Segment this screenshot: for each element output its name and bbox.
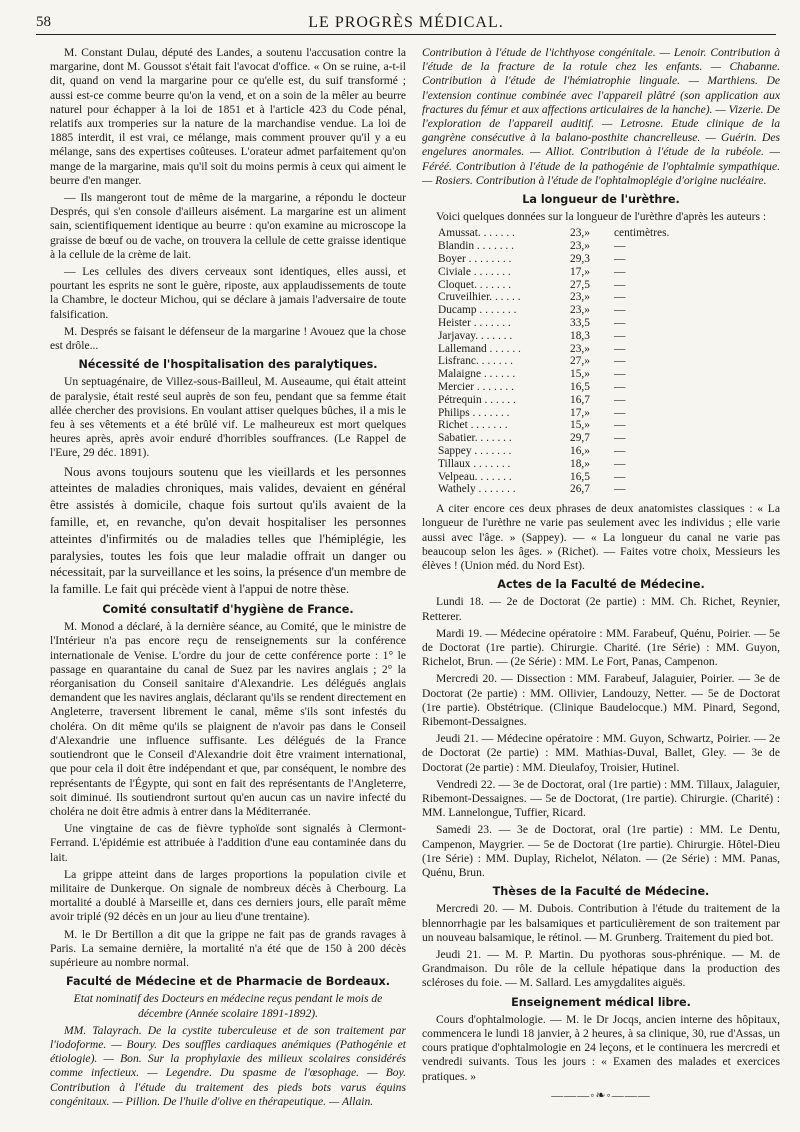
length-value: 17,» <box>570 406 590 419</box>
length-unit: — <box>614 278 626 291</box>
paragraph: Contribution à l'étude de l'ichthyose congénitale. — Lenoir. Contribution à l'étude de la fracture de la rotule chez les enfants. — Chabanne. Contribution à l'étude de l'hémiatrophie linguale. — Marthiens. De l'extension continue combinée avec l'appareil plâtré (son application aux fractures du fémur et aux affections articulaires de la hanche). — Vizerie. De l'exploration de l'appareil auditif. — Letrosne. Etude clinique de la gangrène consécutive à la balano-posthite chancrelleuse. — Guérin. Des engelures anormales. — Alliot. Contribution à l'étude de la rubéole. — Féréé. Contribution à l'étude de la pathogénie de l'ophtalmie sympathique. — Rosiers. Contribution à l'étude de l'ophtalmoplégie d'origine nucléaire. <box>422 46 780 187</box>
author-name: Tillaux . . . . . . . <box>438 457 511 470</box>
length-unit: — <box>614 240 626 253</box>
exam-entry: Lundi 18. — 2e de Doctorat (2e partie) : MM. Ch. Richet, Reynier, Retterer. <box>422 595 780 623</box>
length-row <box>438 291 669 304</box>
length-row <box>438 240 669 253</box>
length-value: 16,5 <box>570 381 590 393</box>
paragraph: M. Monod a déclaré, à la dernière séance, au Comité, que le ministre de l'Intérieur n'a pas encore reçu de renseignements sur la conférence internationale de Venise. L'ordre du jour de cette conférence porte : 1° le passage en quarantaine du canal de Suez par les navires anglais ; 2° la réorganisation du Conseil sanitaire d'Alexandrie. Les délégués anglais demandent que les navires anglais, déclarant qu'ils se rendent directement en Angleterre, traversent librement le canal, même s'ils sont infestés du choléra. On dit même qu'ils se plaignent de n'avoir pas dans le Conseil d'Alexandrie une influence suffisante. Les délégués de la France soutiendront que le Conseil d'Alexandrie doit être vraiment international, que pour cela il doit être indépendant et que, par conséquent, le nombre des représentants de l'Égypte, qui sont en fait des représentants de l'Angleterre, soit diminué. Ils soutiendront surtout qu'en aucun cas un navire infecté du choléra ne doit être admis à entrer dans la Méditerranée. <box>50 620 406 818</box>
thesis-entry: Mercredi 20. — M. Dubois. Contribution à l'étude du traitement de la blennorrhagie par les balsamiques et particulièrement de son traitement par un nouveau balsamique, le rétinol. — M. Grunberg. Traitement du pied bot. <box>422 902 780 944</box>
journal-title: LE PROGRÈS MÉDICAL. <box>308 14 504 31</box>
length-unit: — <box>614 419 626 432</box>
length-row <box>438 368 669 381</box>
length-row <box>438 407 669 420</box>
thesis-entry: Jeudi 21. — M. P. Martin. Du pyothoras sous-phrénique. — M. de Grandmaison. Du rôle de la cellule hépatique dans la production des scléroses du foie. — M. Sallard. Les amygdalites aiguës. <box>422 948 780 990</box>
urethra-length-table <box>438 227 669 496</box>
author-name: Ducamp . . . . . . . <box>438 304 517 317</box>
author-name: Cruveilhier. . . . . . <box>438 291 521 304</box>
paragraph: — Ils mangeront tout de même de la margarine, a répondu le docteur Després, qui s'en console d'ailleurs aisément. La margarine est un aliment sain, scientifiquement identique au beurre : qu'on examine au microscope la graisse de bœuf ou de vache, on trouvera la cellule de cette graisse identique à la cellule de la crème de lait. <box>50 191 406 261</box>
paragraph: Cours d'ophtalmologie. — M. le Dr Jocqs, ancien interne des hôpitaux, commencera le lundi 18 janvier, à 2 heures, à sa clinique, 30, rue d'Assas, un cours pratique d'ophtalmologie en 24 leçons, et le continuera les mercredi et vendredi suivants. Tous les jours : « Examen des malades et exercices pratiques. » <box>422 1012 780 1083</box>
paragraph: Une vingtaine de cas de fièvre typhoïde sont signalés à Clermont-Ferrand. L'épidémie est attribuée à l'addition d'une eau contaminée dans du lait. <box>50 822 406 864</box>
section-heading: Actes de la Faculté de Médecine. <box>497 578 705 592</box>
paragraph: Nous avons toujours soutenu que les vieillards et les personnes atteintes de maladies chroniques, mais valides, devaient en général être assistés à domicile, chaque fois surtout qu'ils avaient de la famille, et, en revanche, qu'on devait hospitaliser les personnes atteintes d'infirmités ou de maladies telles que l'hémiplégie, les paralysies, toutes les fois que leur maladie offrait un danger ou nécessitait, par la surveillance et les soins, la présence d'un membre de la famille. Le fait qui précède vient à l'appui de notre thèse. <box>50 464 406 597</box>
length-unit: — <box>614 381 626 393</box>
length-row <box>438 419 669 432</box>
length-value: 23,» <box>570 291 590 304</box>
length-value: 33,5 <box>570 317 590 330</box>
length-row <box>438 304 669 317</box>
section-heading: Nécessité de l'hospitalisation des paralytiques. <box>78 358 378 372</box>
length-unit: — <box>614 432 626 445</box>
length-unit: centimètres. <box>614 227 670 240</box>
length-row <box>438 458 669 471</box>
length-value: 23,» <box>570 342 590 355</box>
left-column <box>50 46 406 1112</box>
length-row <box>438 227 669 240</box>
author-name: Lallemand . . . . . . <box>438 342 521 355</box>
author-name: Sappey . . . . . . . <box>438 444 512 457</box>
author-name: Pétrequin . . . . . . <box>438 393 516 406</box>
author-name: Sabatier. . . . . . . <box>438 432 512 445</box>
length-value: 17,» <box>570 265 590 278</box>
paragraph: MM. Talayrach. De la cystite tuberculeuse et de son traitement par l'iodoforme. — Boury. Des souffles cardiaques anémiques (Pathogénie et étiologie). — Bon. Sur la prophylaxie des milieux scolaires considérés comme infectieux. — Legendre. Du spasme de l'œsophage. — Boy. Contribution à l'étude du traitement des pieds bots varus équins congénitaux. — Pillion. De l'huile d'olive en thérapeutique. — Allain. <box>50 1023 406 1108</box>
author-name: Amussat. . . . . . . <box>438 227 515 240</box>
author-name: Blandin . . . . . . . <box>438 240 514 253</box>
length-row <box>438 445 669 458</box>
length-unit: — <box>614 355 626 368</box>
length-value: 16,» <box>570 444 590 457</box>
right-column <box>422 46 780 1102</box>
length-unit: — <box>614 457 626 470</box>
author-name: Heister . . . . . . . <box>438 317 511 330</box>
length-value: 15,» <box>570 419 590 432</box>
journal-page <box>36 0 780 1132</box>
length-unit: — <box>614 470 626 483</box>
length-row <box>438 394 669 407</box>
section-heading: Faculté de Médecine et de Pharmacie de Bordeaux. <box>65 975 391 989</box>
length-value: 23,» <box>570 304 590 317</box>
author-name: Wathely . . . . . . . <box>438 483 516 496</box>
section-heading: Comité consultatif d'hygiène de France. <box>102 603 354 617</box>
page-header <box>36 12 776 35</box>
section-heading: La longueur de l'urèthre. <box>522 193 680 207</box>
length-value: 18,» <box>570 457 590 470</box>
length-row <box>438 266 669 279</box>
end-ornament: ———◦❧◦——— <box>551 1087 651 1102</box>
length-row <box>438 317 669 330</box>
length-row <box>438 253 669 266</box>
author-name: Mercier . . . . . . . <box>438 381 514 393</box>
paragraph: Un septuagénaire, de Villez-sous-Bailleul, M. Auseaume, qui était atteint de paralysie, était resté seul auprès de son feu, pendant que sa femme était allée chercher des provisions. En voulant attiser quelques bûches, il a mis le feu à ses vêtements et a été brûlé vif. Le malheureux est mort quelques heures après, après avoir enduré d'horribles souffrances. (Le Rappel de l'Eure, 29 déc. 1891). <box>50 375 406 460</box>
author-name: Cloquet. . . . . . . <box>438 278 512 291</box>
length-unit: — <box>614 265 626 278</box>
length-value: 23,» <box>570 227 590 240</box>
paragraph: La grippe atteint dans de larges proportions la population civile et militaire de Dunkerque. On signale de nombreux décès à Cherbourg. La mortalité a doublé à Marseille et, dans ces derniers jours, elle paraît même avoir triplé (92 décès en un jour au lieu d'une trentaine). <box>50 867 406 924</box>
length-unit: — <box>614 304 626 317</box>
length-row <box>438 471 669 484</box>
author-name: Boyer . . . . . . . . <box>438 253 512 266</box>
length-row <box>438 343 669 356</box>
author-name: Philips . . . . . . . <box>438 406 510 419</box>
length-row <box>438 432 669 445</box>
exam-entry: Samedi 23. — 3e de Doctorat, oral (1re partie) : MM. Le Dentu, Campenon, Maygrier. — 5e de Doctorat (1re partie). Chirurgie. Hôtel-Dieu (1re Série) : MM. Duplay, Richelot, Nélaton. — (2e Série) : MM. Panas, Quénu, Brun. <box>422 823 780 880</box>
paragraph: — Les cellules des divers cerveaux sont identiques, elles aussi, et pourtant les esprits ne sont le guère, riposte, aux applaudissements de toute la Chambre, le docteur Michou, qui se déclare à jamais l'adversaire de toute falsification. <box>50 265 406 321</box>
author-name: Civiale . . . . . . . <box>438 265 511 278</box>
length-value: 15,» <box>570 368 590 381</box>
length-unit: — <box>614 368 626 381</box>
author-name: Jarjavay. . . . . . . <box>438 329 513 342</box>
length-value: 29,7 <box>570 432 590 445</box>
length-row <box>438 483 669 496</box>
length-value: 27,» <box>570 355 590 368</box>
section-heading: Enseignement médical libre. <box>511 995 691 1009</box>
paragraph: Voici quelques données sur la longueur de l'urèthre d'après les auteurs : <box>436 210 767 224</box>
author-name: Velpeau. . . . . . . <box>438 470 512 483</box>
length-row <box>438 381 669 394</box>
length-value: 27,5 <box>570 278 590 291</box>
exam-entry: Vendredi 22. — 3e de Doctorat, oral (1re partie) : MM. Tillaux, Jalaguier, Ribemont-Dessaignes. — 5e de Doctorat, (1re partie). Chirurgie. (Charité) : MM. Lannelongue, Tuffier, Ricard. <box>422 777 780 820</box>
paragraph: M. Constant Dulau, député des Landes, a soutenu l'accusation contre la margarine, dont M. Goussot s'était fait l'avocat d'office. « On se ruine, a-t-il dit, quand on vend la margarine pour ce qu'elle est, du suif transformé ; aussi est-ce comme beurre qu'on la vend, et on a soin de la mêler au beurre naturel pour échapper à la loi de 1851 et à l'article 423 du Code pénal, relatifs aux tromperies sur la nature de la marchandise vendue. La loi de 1885 interdit, il est vrai, ce mélange, mais comment prouver qu'il y a eu mélange, sans des expertises coûteuses. L'orateur admet parfaitement qu'on mange de la margarine, mais qu'il soit du moins permis à ceux qui aiment le beurre d'en manger. <box>50 46 406 187</box>
author-name: Richet . . . . . . . <box>438 419 508 432</box>
section-heading: Thèses de la Faculté de Médecine. <box>492 885 710 899</box>
length-row <box>438 355 669 368</box>
page-number: 58 <box>36 14 51 30</box>
length-unit: — <box>614 253 626 266</box>
length-value: 23,» <box>570 240 590 253</box>
exam-entry: Mardi 19. — Médecine opératoire : MM. Farabeuf, Quénu, Poirier. — 5e de Doctorat (1re partie). Chirurgie. Charité. (1re Série) : MM. Guyon, Richelot, Brun. — (2e Série) : MM. Le Fort, Panas, Campenon. <box>422 626 780 669</box>
length-unit: — <box>614 291 626 304</box>
length-value: 16,7 <box>570 393 590 406</box>
length-value: 18,3 <box>570 329 590 342</box>
length-unit: — <box>614 317 626 330</box>
paragraph: M. le Dr Bertillon a dit que la grippe ne fait pas de grands ravages à Paris. La semaine dernière, la mortalité n'a été que de 150 à 200 décès supérieure au nombre normal. <box>50 927 406 969</box>
length-unit: — <box>614 393 626 406</box>
author-name: Lisfranc. . . . . . . <box>438 355 513 368</box>
length-value: 26,7 <box>570 483 590 496</box>
length-unit: — <box>614 406 626 419</box>
length-unit: — <box>614 329 626 342</box>
length-row <box>438 279 669 292</box>
exam-entry: Mercredi 20. — Dissection : MM. Farabeuf, Jalaguier, Poirier. — 3e de Doctorat (2e partie) : MM. Ollivier, Landouzy, Netter. — 5e de Doctorat (1re partie). Obstétrique. (Clinique Baudelocque.) MM. Pinard, Segond, Ribemont-Dessaignes. <box>422 672 780 729</box>
paragraph: A citer encore ces deux phrases de deux anatomistes classiques : « La longueur de l'urèthre ne varie pas seulement avec les individus ; elle varie aussi avec l'âge. » (Sappey). — « La longueur du canal ne varie pas beaucoup selon les âges. » (Richet). — Faites votre choix, Messieurs les élèves ! (Union méd. du Nord Est). <box>422 502 780 572</box>
length-unit: — <box>614 444 626 457</box>
length-unit: — <box>614 342 626 355</box>
length-value: 29,3 <box>570 253 590 266</box>
paragraph: M. Després se faisant le défenseur de la margarine ! Avouez que la chose est drôle... <box>50 324 406 353</box>
length-row <box>438 330 669 343</box>
author-name: Malaigne . . . . . . <box>438 368 516 381</box>
length-value: 16,5 <box>570 470 590 483</box>
length-unit: — <box>614 483 626 496</box>
exam-entry: Jeudi 21. — Médecine opératoire : MM. Guyon, Schwartz, Poirier. — 2e de Doctorat (2e partie) : MM. Mathias-Duval, Ballet, Gley. — 3e de Doctorat (2e partie) : MM. Dieulafoy, Troisier, Hutinel. <box>422 732 780 774</box>
section-subtitle: Etat nominatif des Docteurs en médecine reçus pendant le mois de décembre (Année scolaire 1891-1892). <box>73 992 383 1020</box>
